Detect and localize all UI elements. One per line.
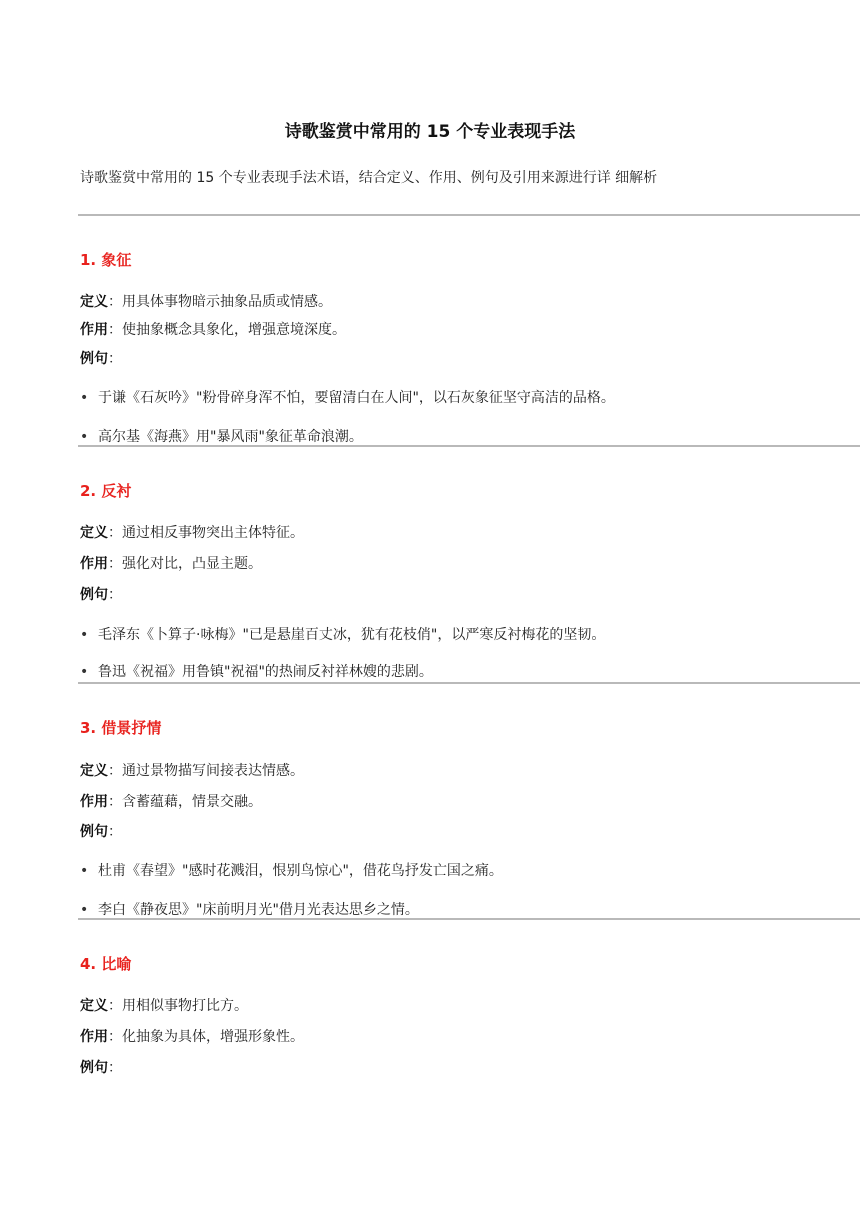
label-separator: ： xyxy=(108,525,122,541)
example-label: 例句 xyxy=(80,1060,108,1076)
label-separator: ： xyxy=(108,322,122,338)
example-line xyxy=(80,1057,122,1077)
function-line xyxy=(80,319,346,339)
function-line xyxy=(80,791,262,811)
definition-line xyxy=(80,760,304,780)
definition-text: 通过相反事物突出主体特征。 xyxy=(122,525,304,541)
example-item xyxy=(80,899,419,919)
example-text: 杜甫《春望》"感时花溅泪，恨别鸟惊心"，借花鸟抒发亡国之痛。 xyxy=(98,863,503,879)
section-divider xyxy=(78,918,860,920)
definition-label: 定义 xyxy=(80,525,108,541)
example-text: 鲁迅《祝福》用鲁镇"祝福"的热闹反衬祥林嫂的悲剧。 xyxy=(98,664,433,680)
function-line xyxy=(80,1026,304,1046)
example-label: 例句 xyxy=(80,587,108,603)
function-label: 作用 xyxy=(80,556,108,572)
definition-text: 用具体事物暗示抽象品质或情感。 xyxy=(122,294,332,310)
section-heading: 3. 借景抒情 xyxy=(80,719,162,737)
label-separator: ： xyxy=(108,587,122,603)
section-heading: 2. 反衬 xyxy=(80,482,132,500)
section-heading: 1. 象征 xyxy=(80,251,132,269)
label-separator: ： xyxy=(108,998,122,1014)
bullet-icon: • xyxy=(80,429,89,445)
definition-line xyxy=(80,522,304,542)
definition-line xyxy=(80,291,332,311)
section-heading: 4. 比喻 xyxy=(80,955,132,973)
bullet-icon: • xyxy=(80,664,89,680)
label-separator: ： xyxy=(108,824,122,840)
label-separator: ： xyxy=(108,794,122,810)
section-divider xyxy=(78,682,860,684)
function-label: 作用 xyxy=(80,1029,108,1045)
example-text: 高尔基《海燕》用"暴风雨"象征革命浪潮。 xyxy=(98,429,363,445)
definition-label: 定义 xyxy=(80,998,108,1014)
example-item xyxy=(80,860,503,880)
example-item xyxy=(80,387,615,407)
example-text: 李白《静夜思》"床前明月光"借月光表达思乡之情。 xyxy=(98,902,419,918)
function-text: 含蓄蕴藉，情景交融。 xyxy=(122,794,262,810)
definition-label: 定义 xyxy=(80,294,108,310)
document-title: 诗歌鉴赏中常用的 15 个专业表现手法 xyxy=(284,122,576,142)
example-text: 于谦《石灰吟》"粉骨碎身浑不怕，要留清白在人间"，以石灰象征坚守高洁的品格。 xyxy=(98,390,615,406)
label-separator: ： xyxy=(108,1060,122,1076)
function-line xyxy=(80,553,262,573)
example-text: 毛泽东《卜算子·咏梅》"已是悬崖百丈冰，犹有花枝俏"，以严寒反衬梅花的坚韧。 xyxy=(98,627,606,643)
example-label: 例句 xyxy=(80,351,108,367)
example-line xyxy=(80,348,122,368)
example-label: 例句 xyxy=(80,824,108,840)
document-intro: 诗歌鉴赏中常用的 15 个专业表现手法术语，结合定义、作用、例句及引用来源进行详 细解析 xyxy=(80,170,658,186)
example-item xyxy=(80,661,433,681)
function-label: 作用 xyxy=(80,794,108,810)
function-text: 强化对比，凸显主题。 xyxy=(122,556,262,572)
label-separator: ： xyxy=(108,294,122,310)
bullet-icon: • xyxy=(80,902,89,918)
label-separator: ： xyxy=(108,763,122,779)
bullet-icon: • xyxy=(80,390,89,406)
function-text: 化抽象为具体，增强形象性。 xyxy=(122,1029,304,1045)
label-separator: ： xyxy=(108,351,122,367)
definition-label: 定义 xyxy=(80,763,108,779)
example-item xyxy=(80,426,363,446)
bullet-icon: • xyxy=(80,863,89,879)
definition-text: 通过景物描写间接表达情感。 xyxy=(122,763,304,779)
example-line xyxy=(80,821,122,841)
section-divider xyxy=(78,445,860,447)
label-separator: ： xyxy=(108,556,122,572)
definition-line xyxy=(80,995,248,1015)
example-line xyxy=(80,584,122,604)
bullet-icon: • xyxy=(80,627,89,643)
function-label: 作用 xyxy=(80,322,108,338)
definition-text: 用相似事物打比方。 xyxy=(122,998,248,1014)
label-separator: ： xyxy=(108,1029,122,1045)
section-divider xyxy=(78,214,860,216)
example-item xyxy=(80,624,605,644)
function-text: 使抽象概念具象化，增强意境深度。 xyxy=(122,322,346,338)
